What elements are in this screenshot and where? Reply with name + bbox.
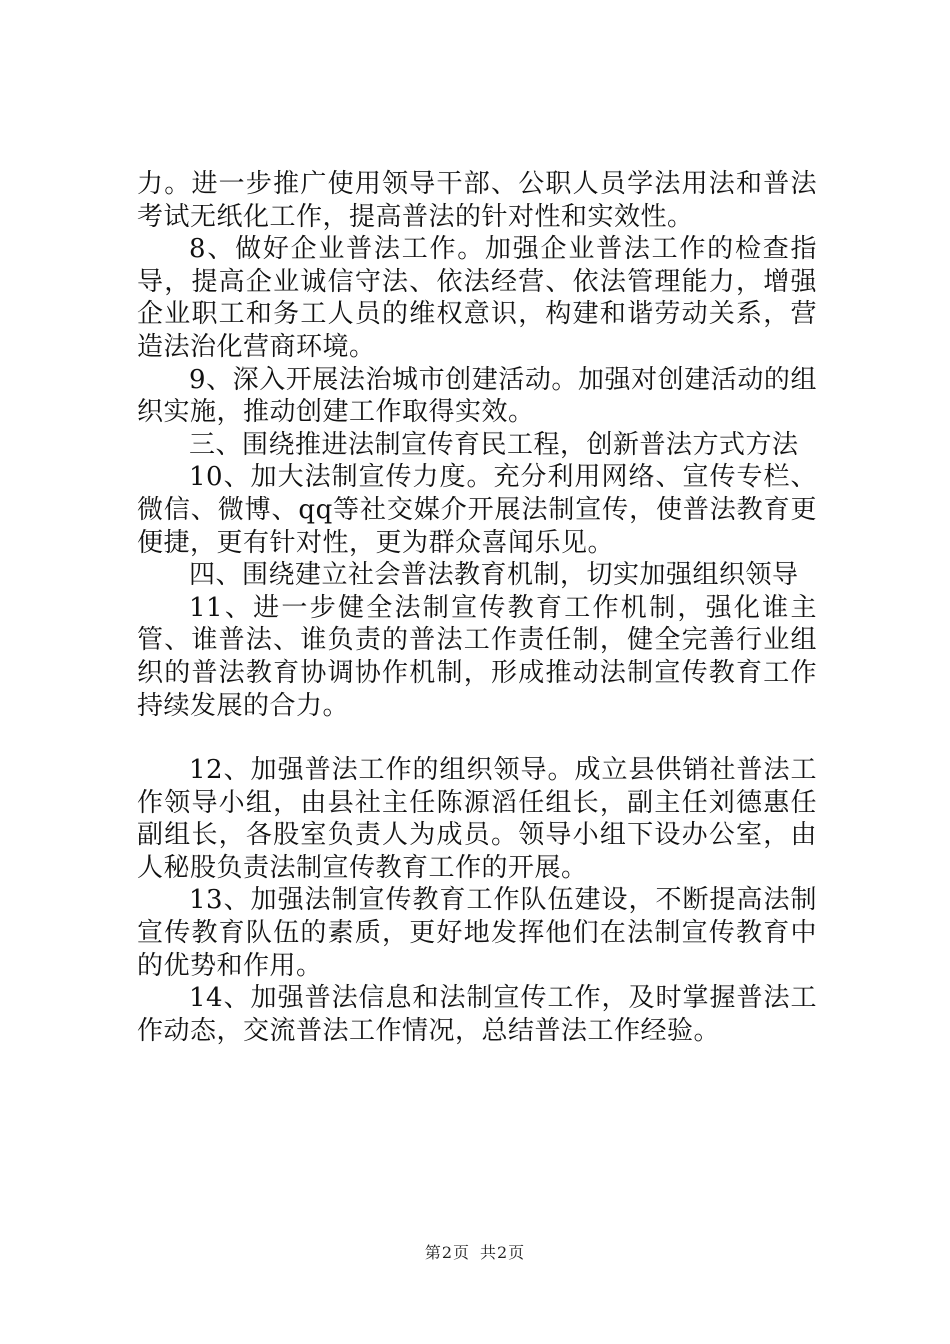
paragraph-continuation: 力。进一步推广使用领导干部、公职人员学法用法和普法考试无纸化工作，提高普法的针对性和实效性。	[137, 169, 817, 232]
paragraph-item-12: 12、加强普法工作的组织领导。成立县供销社普法工作领导小组，由县社主任陈源滔任组长，副主任刘德惠任副组长，各股室负责人为成员。领导小组下设办公室，由人秘股负责法制宣传教育工作的开展。	[137, 755, 817, 883]
page-footer	[0, 1243, 950, 1263]
paragraph-item-13: 13、加强法制宣传教育工作队伍建设，不断提高法制宣传教育队伍的素质，更好地发挥他们在法制宣传教育中的优势和作用。	[137, 885, 817, 981]
paragraph-item-11: 11、进一步健全法制宣传教育工作机制，强化谁主管、谁普法、谁负责的普法工作责任制，健全完善行业组织的普法教育协调协作机制，形成推动法制宣传教育工作持续发展的合力。	[137, 592, 817, 721]
paragraph-item-10: 10、加大法制宣传力度。充分利用网络、宣传专栏、微信、微博、qq等社交媒介开展法制宣传，使普法教育更便捷，更有针对性，更为群众喜闻乐见。	[137, 462, 817, 558]
document-body	[137, 168, 817, 1047]
page-total: 共2页	[480, 1243, 526, 1262]
section-heading-3: 三、围绕推进法制宣传育民工程，创新普法方式方法	[189, 429, 799, 460]
paragraph-item-14: 14、加强普法信息和法制宣传工作，及时掌握普法工作动态，交流普法工作情况，总结普法工作经验。	[137, 983, 817, 1046]
section-heading-4: 四、围绕建立社会普法教育机制，切实加强组织领导	[189, 560, 799, 591]
paragraph-item-8: 8、做好企业普法工作。加强企业普法工作的检查指导，提高企业诚信守法、依法经营、依法管理能力，增强企业职工和务工人员的维权意识，构建和谐劳动关系，营造法治化营商环境。	[137, 234, 817, 362]
paragraph-item-9: 9、深入开展法治城市创建活动。加强对创建活动的组织实施，推动创建工作取得实效。	[137, 364, 817, 428]
page-number: 第2页	[424, 1243, 470, 1262]
